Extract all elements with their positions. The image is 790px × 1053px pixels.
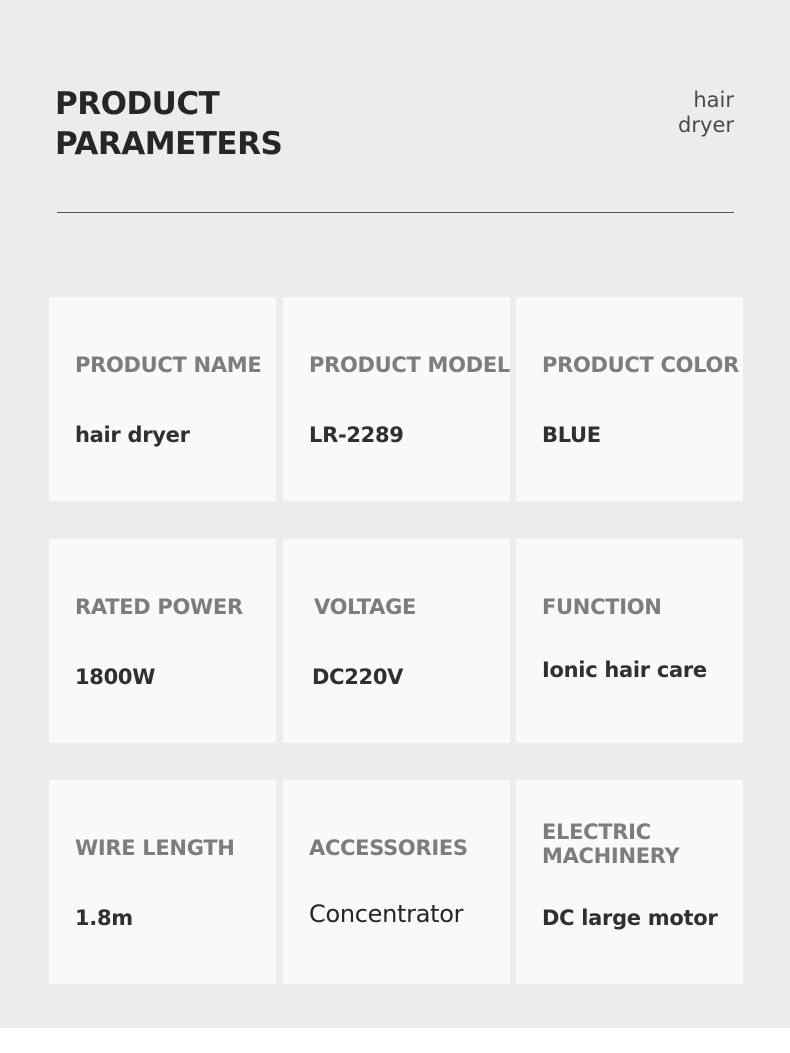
param-value: DC220V	[312, 665, 404, 689]
param-value: Concentrator	[309, 900, 464, 928]
param-label: ELECTRIC MACHINERY	[542, 820, 680, 868]
param-card-function	[516, 539, 743, 743]
param-card-accessories	[283, 780, 510, 984]
param-label: VOLTAGE	[314, 595, 417, 619]
param-card-product-model	[283, 297, 510, 501]
param-label: PRODUCT MODEL	[309, 353, 510, 377]
bottom-strip	[0, 1028, 790, 1053]
product-type-line-2: dryer	[678, 113, 734, 137]
header-divider	[57, 212, 734, 213]
param-label: WIRE LENGTH	[75, 836, 235, 860]
param-card-rated-power	[49, 539, 276, 743]
param-label: RATED POWER	[75, 595, 243, 619]
param-card-voltage	[283, 539, 510, 743]
param-value: hair dryer	[75, 423, 190, 447]
param-value: DC large motor	[542, 906, 718, 930]
param-label: ACCESSORIES	[309, 836, 468, 860]
param-value: BLUE	[542, 423, 601, 447]
param-card-product-name	[49, 297, 276, 501]
param-card-electric-machinery	[516, 780, 743, 984]
param-label: PRODUCT COLOR	[542, 353, 739, 377]
page-title-line-1: PRODUCT	[55, 86, 220, 122]
param-value: LR-2289	[309, 423, 404, 447]
param-value: 1800W	[75, 665, 156, 689]
param-card-wire-length	[49, 780, 276, 984]
page-title-line-2: PARAMETERS	[55, 126, 283, 162]
param-value: Ionic hair care	[542, 658, 707, 682]
product-type-line-1: hair	[693, 88, 734, 112]
param-card-product-color	[516, 297, 743, 501]
product-type-caption	[678, 88, 734, 138]
param-label: FUNCTION	[542, 595, 662, 619]
page-title	[55, 84, 282, 164]
param-label: PRODUCT NAME	[75, 353, 262, 377]
param-value: 1.8m	[75, 906, 133, 930]
